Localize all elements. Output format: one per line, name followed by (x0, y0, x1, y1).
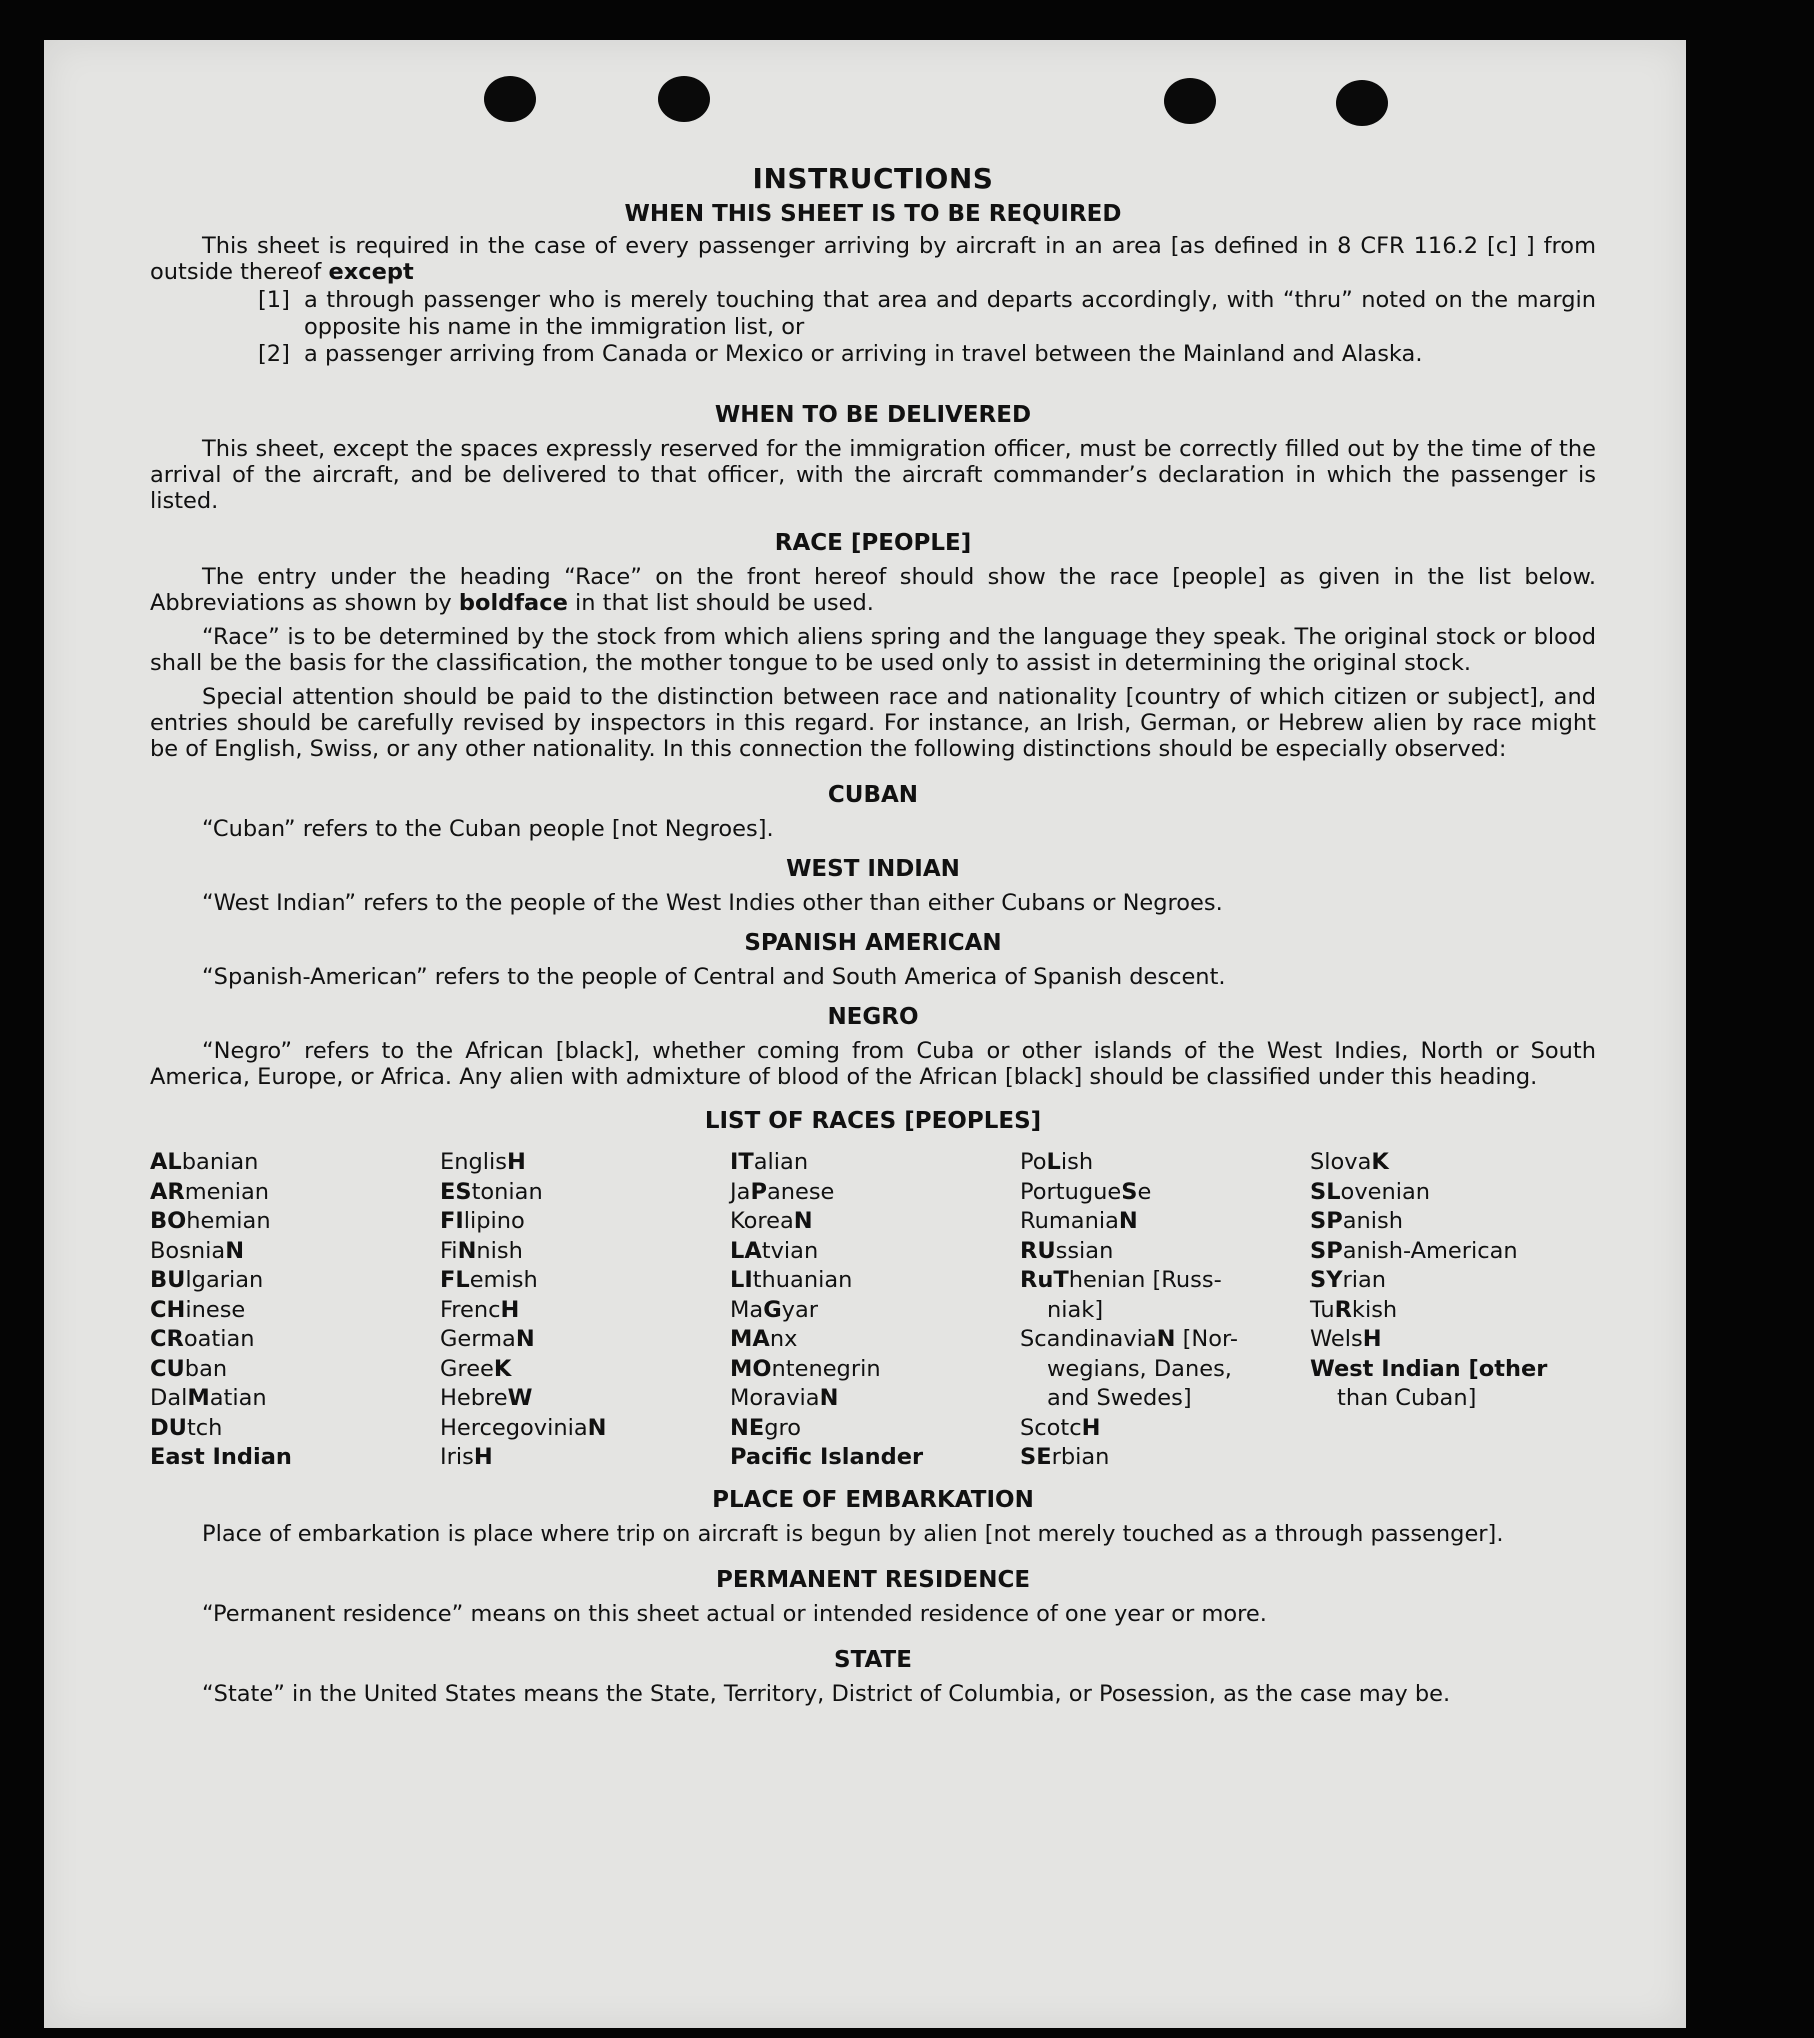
negro-text: “Negro” refers to the African [black], whether coming from Cuba or other islands of the West Indies, North or South America, Europe, or Africa. Any alien with admixture of blood of the African [black] should be classified under this heading. (150, 1038, 1596, 1090)
punch-hole (658, 76, 710, 122)
race-entry: SlovaK (1310, 1149, 1389, 1175)
section-heading: STATE (834, 1646, 912, 1673)
race-entry: LAtvian (730, 1237, 819, 1264)
delivered-text: This sheet, except the spaces expressly reserved for the immigration officer, must be correctly filled out by the time of the arrival of the aircraft, and be delivered to that officer, with the aircraft commander’s declaration in which the passenger is listed. (150, 436, 1596, 514)
punch-hole (484, 76, 536, 122)
race-column (440, 1148, 730, 1473)
race-entry: HebreW (440, 1385, 533, 1411)
race-entry: SLovenian (1310, 1178, 1431, 1205)
race-entry: CRoatian (150, 1326, 255, 1352)
race-entry: SPanish (1310, 1208, 1403, 1234)
race-entry: ITalian (730, 1149, 809, 1175)
race-entry: MaGyar (730, 1296, 819, 1323)
race-entry: FIlipino (440, 1208, 525, 1234)
race-column (150, 1148, 440, 1473)
page-title: INSTRUCTIONS (752, 162, 994, 195)
item-text: a through passenger who is merely touching that area and departs accordingly, with “thru” noted on the margin opposite his name in the immigration list, or (304, 287, 1596, 340)
race-entry: SPanish-American (1310, 1237, 1518, 1264)
race-entry: WelsH (1310, 1326, 1382, 1352)
list-item (258, 287, 1596, 341)
race-entry: HercegoviniaN (440, 1414, 607, 1441)
race-entry: IrisH (440, 1444, 493, 1470)
race-entry: TuRkish (1310, 1296, 1398, 1323)
section-heading: PERMANENT RESIDENCE (715, 1566, 1031, 1593)
race-entry: DalMatian (150, 1385, 267, 1411)
section-heading: RACE [PEOPLE] (774, 530, 972, 556)
race-entry: NEgro (730, 1414, 802, 1441)
race-entry: SYrian (1310, 1267, 1387, 1293)
section-heading: WHEN TO BE DELIVERED (714, 402, 1032, 428)
race-entry: PortugueSe (1020, 1178, 1152, 1205)
section-heading: LIST OF RACES [PEOPLES] (704, 1108, 1042, 1134)
race-entry: KoreaN (730, 1208, 813, 1234)
race-entry: ScandinaviaN [Nor- (1020, 1326, 1238, 1352)
required-intro (150, 233, 1596, 285)
instructions-content (150, 162, 1596, 1707)
race-entry-continuation: wegians, Danes, (1047, 1355, 1232, 1382)
item-number: [2] (258, 341, 290, 367)
race-entry: BUlgarian (150, 1267, 264, 1293)
race-entry: CHinese (150, 1296, 246, 1323)
race-entry: GreeK (440, 1355, 512, 1382)
residence-text: “Permanent residence” means on this sheet actual or intended residence of one year or more. (202, 1600, 1267, 1627)
race-entry: JaPanese (730, 1178, 835, 1205)
item-text: a passenger arriving from Canada or Mexico or arriving in travel between the Mainland and Alaska. (304, 341, 1423, 367)
section-heading: WEST INDIAN (786, 856, 960, 882)
race-entry: EnglisH (440, 1149, 526, 1175)
embarkation-text: Place of embarkation is place where trip on aircraft is begun by alien [not merely touched as a through passenger]. (202, 1520, 1504, 1547)
race-entry: MAnx (730, 1326, 798, 1352)
spanish-american-text: “Spanish-American” refers to the people of Central and South America of Spanish descent. (202, 964, 1226, 990)
race-entry-continuation: than Cuban] (1337, 1385, 1477, 1411)
race-entry: MoraviaN (730, 1385, 839, 1411)
race-entry: EStonian (440, 1178, 543, 1205)
document-page (44, 40, 1686, 2028)
race-entry: FLemish (440, 1267, 538, 1293)
race-column (1310, 1148, 1600, 1473)
race-list (150, 1148, 1596, 1473)
race-entry-continuation: niak] (1047, 1296, 1104, 1323)
race-entry: SErbian (1020, 1444, 1110, 1470)
race-paragraph (150, 564, 1596, 616)
race-entry: FiNnish (440, 1237, 523, 1264)
race-entry: BosniaN (150, 1237, 245, 1264)
race-entry: CUban (150, 1355, 228, 1382)
race-entry: LIthuanian (730, 1267, 853, 1293)
punch-hole (1336, 80, 1388, 126)
item-number: [1] (258, 287, 290, 313)
section-heading: NEGRO (827, 1004, 919, 1030)
race-entry: DUtch (150, 1414, 223, 1441)
section-heading: WHEN THIS SHEET IS TO BE REQUIRED (624, 201, 1122, 227)
race-entry: BOhemian (150, 1208, 271, 1234)
cuban-text: “Cuban” refers to the Cuban people [not Negroes]. (202, 816, 774, 842)
race-entry: Pacific Islander (730, 1444, 924, 1470)
race-entry: MOntenegrin (730, 1355, 881, 1382)
required-intro-bold: except (328, 259, 414, 285)
race-paragraph: “Race” is to be determined by the stock from which aliens spring and the language they speak. The original stock or blood shall be the basis for the classification, the mother tongue to be used only to assist in determining the original stock. (150, 624, 1596, 676)
race-entry: ALbanian (150, 1149, 259, 1175)
race-paragraph: Special attention should be paid to the distinction between race and nationality [country of which citizen or subject], and entries should be carefully revised by inspectors in this regard. For instance, an Irish, German, or Hebrew alien by race might be of English, Swiss, or any other nationality. In this connection the following distinctions should be especially observed: (150, 684, 1596, 762)
state-text: “State” in the United States means the State, Territory, District of Columbia, or Posession, as the case may be. (202, 1680, 1451, 1707)
race-entry: West Indian [other (1310, 1355, 1548, 1382)
race-entry: RuThenian [Russ- (1020, 1267, 1222, 1293)
race-entry: PoLish (1020, 1149, 1094, 1175)
race-column (1020, 1148, 1310, 1473)
race-p1-text: The entry under the heading “Race” on the front hereof should show the race [people] as given in the list below. Abbreviations as shown by (150, 564, 1596, 616)
race-p1-bold: boldface (458, 590, 568, 616)
race-entry: RUssian (1020, 1237, 1114, 1264)
race-p1-end: in that list should be used. (574, 590, 874, 616)
race-entry: GermaN (440, 1326, 535, 1352)
race-entry-continuation: and Swedes] (1047, 1385, 1192, 1411)
section-heading: PLACE OF EMBARKATION (712, 1486, 1034, 1513)
section-heading: SPANISH AMERICAN (744, 930, 1002, 956)
race-entry: FrencH (440, 1296, 520, 1323)
punch-hole (1164, 78, 1216, 124)
race-entry: East Indian (150, 1444, 292, 1470)
race-entry: ARmenian (150, 1178, 270, 1205)
required-intro-text: This sheet is required in the case of every passenger arriving by aircraft in an area [as defined in 8 CFR 116.2 [c] ] from outside thereof (150, 233, 1596, 285)
race-entry: RumaniaN (1020, 1208, 1138, 1234)
list-item (258, 341, 1596, 368)
race-column (730, 1148, 1020, 1473)
race-entry: ScotcH (1020, 1414, 1101, 1441)
west-indian-text: “West Indian” refers to the people of the West Indies other than either Cubans or Negroes. (202, 890, 1223, 916)
section-heading: CUBAN (827, 782, 919, 808)
